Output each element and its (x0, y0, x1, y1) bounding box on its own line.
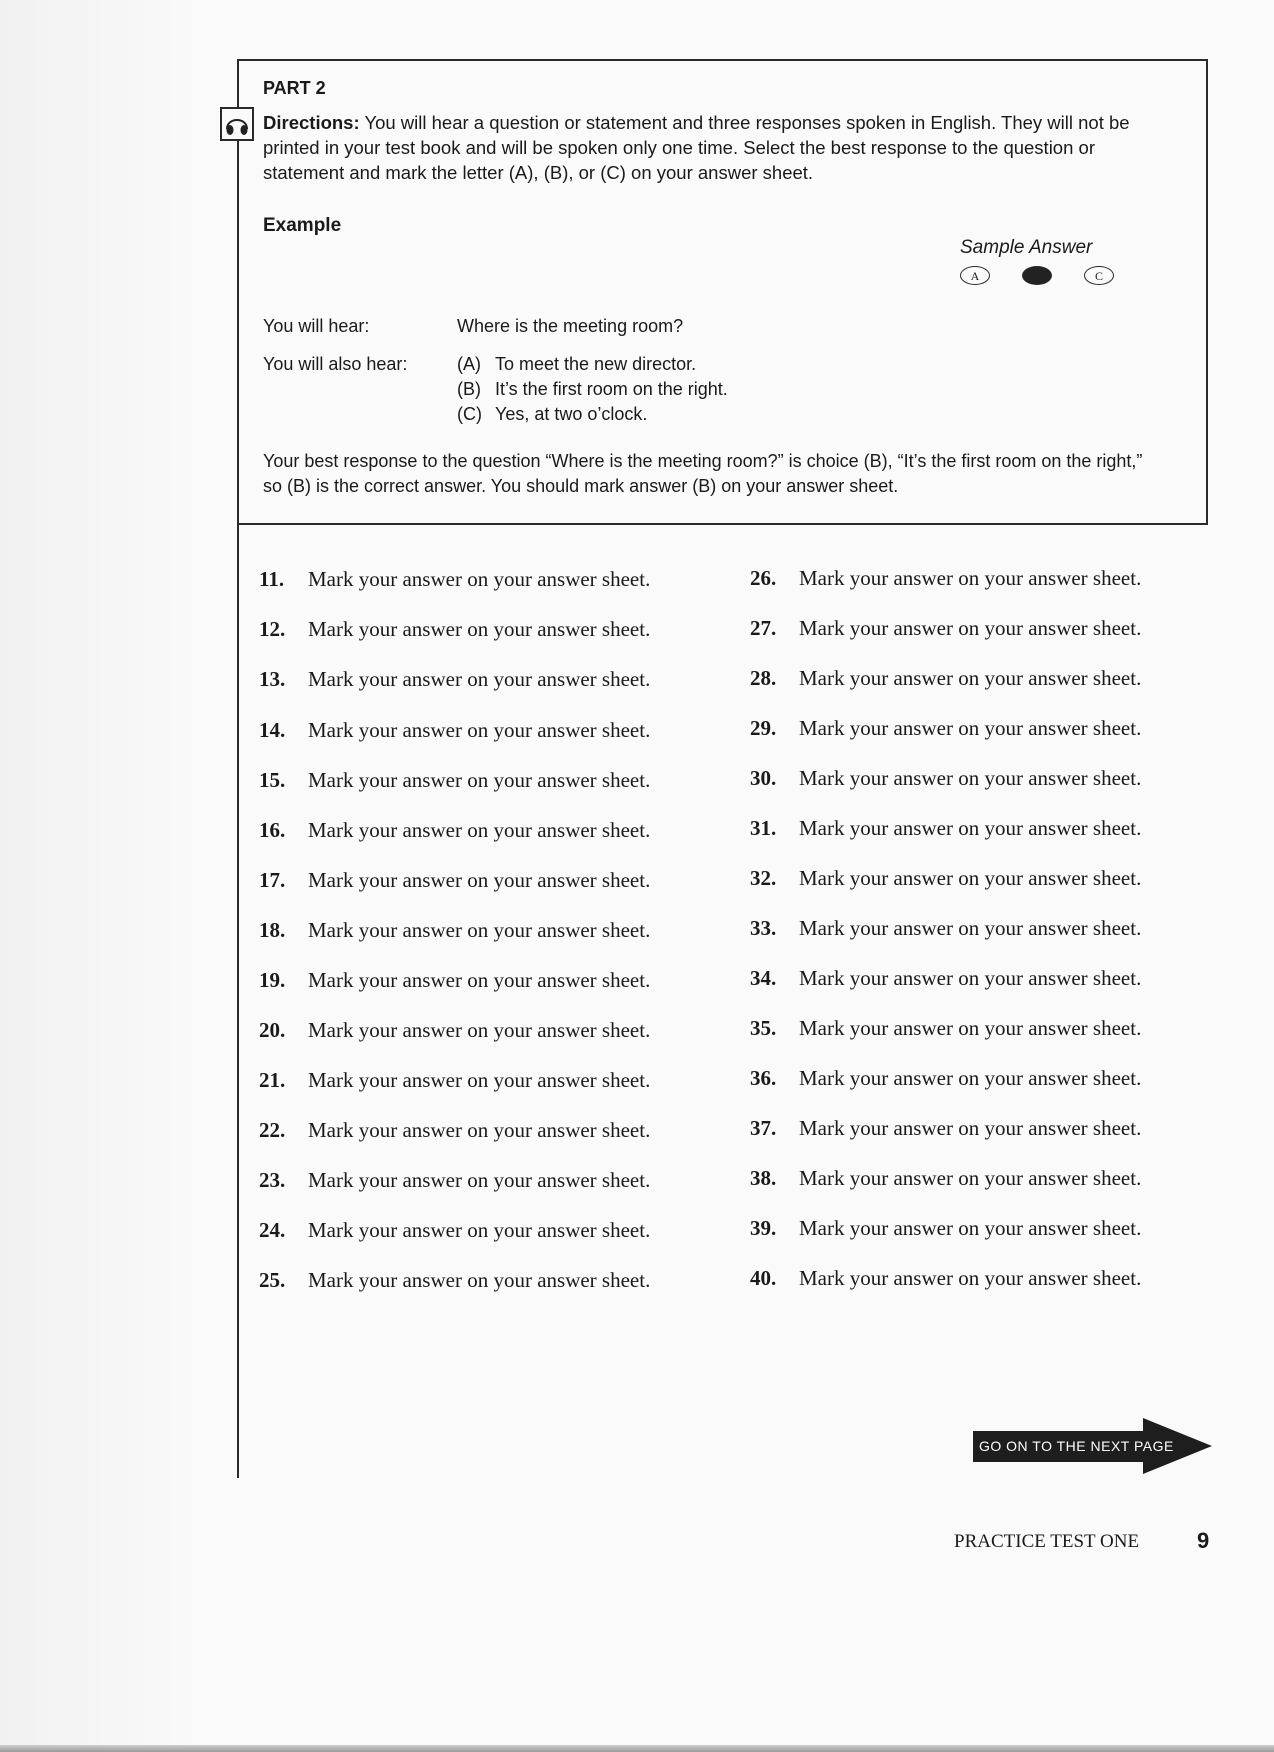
question-instruction: Mark your answer on your answer sheet. (799, 666, 1142, 690)
answer-bubble-a[interactable]: A (960, 266, 990, 285)
question-number: 22. (259, 1118, 286, 1142)
question-instruction: Mark your answer on your answer sheet. (308, 868, 651, 892)
option-letter: (B) (457, 379, 481, 399)
question-number: 25. (259, 1268, 286, 1292)
page-number: 9 (1197, 1528, 1210, 1553)
question-instruction: Mark your answer on your answer sheet. (308, 768, 651, 792)
question-instruction: Mark your answer on your answer sheet. (799, 866, 1142, 890)
question-number: 30. (750, 766, 777, 790)
question-number: 17. (259, 868, 286, 892)
question-instruction: Mark your answer on your answer sheet. (799, 616, 1142, 640)
question-item (259, 667, 650, 692)
question-number: 14. (259, 718, 286, 742)
question-instruction: Mark your answer on your answer sheet. (308, 1218, 651, 1242)
question-item (750, 1216, 1141, 1241)
question-item (750, 866, 1141, 891)
scan-bottom-edge (0, 1745, 1274, 1752)
question-instruction: Mark your answer on your answer sheet. (799, 1016, 1142, 1040)
question-item (750, 616, 1141, 641)
question-instruction: Mark your answer on your answer sheet. (308, 1068, 651, 1092)
question-instruction: Mark your answer on your answer sheet. (308, 818, 651, 842)
question-number: 29. (750, 716, 777, 740)
question-item (259, 617, 650, 642)
question-number: 21. (259, 1068, 286, 1092)
next-page-arrow[interactable] (973, 1418, 1212, 1475)
question-item (750, 1116, 1141, 1141)
sample-answer-label: Sample Answer (960, 237, 1093, 258)
question-number: 38. (750, 1166, 777, 1190)
question-instruction: Mark your answer on your answer sheet. (799, 816, 1142, 840)
question-item (750, 966, 1141, 991)
question-number: 40. (750, 1266, 777, 1290)
answer-bubble-b-filled[interactable] (1022, 266, 1052, 285)
question-item (750, 766, 1141, 791)
answer-bubble-c[interactable]: C (1084, 266, 1114, 285)
question-instruction: Mark your answer on your answer sheet. (799, 566, 1142, 590)
example-option-a (457, 354, 696, 375)
question-instruction: Mark your answer on your answer sheet. (799, 916, 1142, 940)
question-item (259, 918, 650, 943)
question-instruction: Mark your answer on your answer sheet. (799, 716, 1142, 740)
example-explanation: Your best response to the question “Where is the meeting room?” is choice (B), “It’s the first room on the right,” so (B) is the correct answer. You should mark answer (B) on your answer sheet. (263, 451, 1143, 496)
part-title: PART 2 (263, 78, 326, 98)
example-option-b (457, 379, 728, 400)
question-instruction: Mark your answer on your answer sheet. (799, 1216, 1142, 1240)
question-instruction: Mark your answer on your answer sheet. (308, 567, 651, 591)
question-item (259, 868, 650, 893)
question-instruction: Mark your answer on your answer sheet. (799, 1166, 1142, 1190)
directions-body: You will hear a question or statement and three responses spoken in English. They will not be printed in your test book and will be spoken only one time. Select the best response to the question or statement and mark the letter (A), (B), or (C) on your answer sheet. (263, 112, 1130, 183)
example-label: Example (263, 215, 342, 236)
question-item (259, 968, 650, 993)
question-number: 36. (750, 1066, 777, 1090)
headphones-icon (220, 107, 254, 141)
question-number: 12. (259, 617, 286, 641)
question-number: 33. (750, 916, 777, 940)
question-number: 31. (750, 816, 777, 840)
question-item (750, 1166, 1141, 1191)
question-number: 20. (259, 1018, 286, 1042)
question-item (259, 768, 650, 793)
question-item (750, 916, 1141, 941)
question-number: 19. (259, 968, 286, 992)
question-item (259, 1168, 650, 1193)
will-also-hear-label: You will also hear: (263, 354, 408, 374)
directions-lead: Directions: (263, 112, 360, 133)
question-number: 24. (259, 1218, 286, 1242)
question-item (259, 718, 650, 743)
question-item (750, 1066, 1141, 1091)
question-instruction: Mark your answer on your answer sheet. (799, 1116, 1142, 1140)
question-number: 26. (750, 566, 777, 590)
question-item (259, 1268, 650, 1293)
question-number: 13. (259, 667, 286, 691)
question-number: 23. (259, 1168, 286, 1192)
question-item (750, 666, 1141, 691)
question-number: 35. (750, 1016, 777, 1040)
question-number: 15. (259, 768, 286, 792)
question-item (259, 567, 650, 592)
question-instruction: Mark your answer on your answer sheet. (308, 667, 651, 691)
question-instruction: Mark your answer on your answer sheet. (799, 1266, 1142, 1290)
next-page-label: GO ON TO THE NEXT PAGE (979, 1438, 1174, 1454)
example-option-c (457, 404, 647, 425)
question-item (750, 1266, 1141, 1291)
question-instruction: Mark your answer on your answer sheet. (308, 718, 651, 742)
will-hear-label: You will hear: (263, 316, 370, 336)
question-instruction: Mark your answer on your answer sheet. (308, 1018, 651, 1042)
question-instruction: Mark your answer on your answer sheet. (308, 1268, 651, 1292)
question-item (750, 566, 1141, 591)
question-number: 34. (750, 966, 777, 990)
question-number: 11. (259, 567, 285, 591)
question-number: 32. (750, 866, 777, 890)
question-instruction: Mark your answer on your answer sheet. (308, 918, 651, 942)
question-number: 39. (750, 1216, 777, 1240)
scan-shadow (0, 0, 205, 1752)
question-item (750, 816, 1141, 841)
question-item (259, 1218, 650, 1243)
directions-text (263, 110, 1168, 185)
option-letter: (C) (457, 404, 482, 424)
question-instruction: Mark your answer on your answer sheet. (308, 1168, 651, 1192)
question-item (259, 1018, 650, 1043)
question-instruction: Mark your answer on your answer sheet. (799, 1066, 1142, 1090)
example-question: Where is the meeting room? (457, 316, 684, 336)
question-instruction: Mark your answer on your answer sheet. (308, 968, 651, 992)
question-number: 16. (259, 818, 286, 842)
question-number: 37. (750, 1116, 777, 1140)
question-item (259, 1068, 650, 1093)
option-text: To meet the new director. (495, 354, 697, 374)
question-item (750, 716, 1141, 741)
footer-title: PRACTICE TEST ONE (954, 1531, 1140, 1552)
question-item (259, 818, 650, 843)
question-item (259, 1118, 650, 1143)
question-instruction: Mark your answer on your answer sheet. (799, 766, 1142, 790)
question-instruction: Mark your answer on your answer sheet. (799, 966, 1142, 990)
question-item (750, 1016, 1141, 1041)
question-number: 18. (259, 918, 286, 942)
question-instruction: Mark your answer on your answer sheet. (308, 617, 651, 641)
question-number: 27. (750, 616, 777, 640)
question-number: 28. (750, 666, 777, 690)
option-text: Yes, at two o’clock. (495, 404, 648, 424)
option-text: It’s the first room on the right. (495, 379, 728, 399)
option-letter: (A) (457, 354, 481, 374)
question-instruction: Mark your answer on your answer sheet. (308, 1118, 651, 1142)
